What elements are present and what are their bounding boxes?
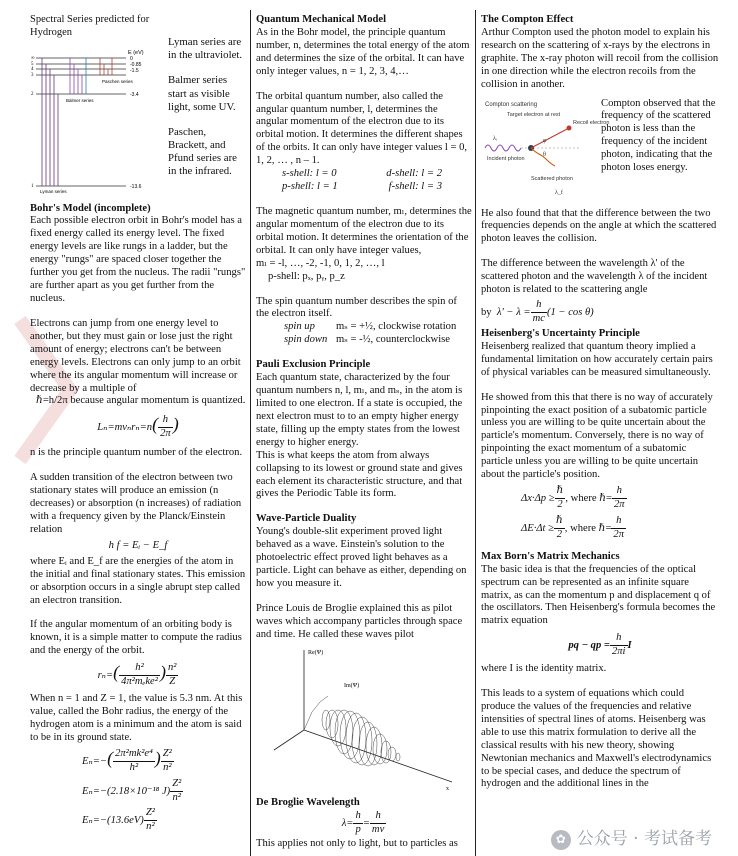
heis-eq1-den: 2 (557, 498, 563, 510)
n-label-2: 2 (31, 91, 34, 97)
heis-eq2-den: 2 (556, 528, 563, 540)
column-1 (30, 14, 246, 836)
energy-equation-2 (30, 778, 246, 805)
pauli-paragraph-1: Each quantum state, characterized by the four quantum numbers n, l, mₗ, and mₛ, in the atom is limited to one electron. If a state is occupied, the next electron must to to an empty higher energy state, filling up the empty states from the lowest energy to higher energy. (256, 372, 463, 448)
wave-particle-paragraph-1: Young's double-slit experiment proved light behaved as a wave. Einstein's solution to the photoelectric effect proved light behaves as a particle. Light can behave as either, depending on how you measure it. (256, 526, 467, 589)
db-eq-n2: h (370, 810, 386, 824)
fig-scattered: Scattered photon (531, 175, 573, 182)
heis-eq1-where: , where ℏ= (565, 492, 612, 504)
angular-momentum-equation: Lₙ=mvₙrₙ=n( $\frac{h}{2\pi}$ ) (97, 414, 179, 440)
spectral-title: Spectral Series predicted for Hydrogen (30, 14, 150, 38)
born-paragraph-2: where I is the identity matrix. (481, 663, 607, 675)
infrared-note: Paschen, Brackett, and Pfund series are in the infrared. (168, 125, 237, 178)
bohr-paragraph-2: Electrons can jump from one energy level to another, but they must gain or lose just the right amount of energy; electrons can't be between energy levels. Electrons can only jump to an orbit where the its angular momentum will increase or decrease by a multiple of (30, 317, 241, 394)
spin-up-row (256, 321, 472, 334)
bohr-paragraph-1: Each possible electron orbit in Bohr's model has a fixed energy called its energy level. The fixed energy levels are like rungs in a ladder, but the energy "rungs" are spaced closer together the further you get from the nucleus. The radii "rungs" are further apart as you get further from the nucleus. (30, 215, 246, 304)
qm-paragraph-2: The orbital quantum number, also called the angular quantum number, l, determines the angular momentum of the electron due to its orbital motion. It determines the different shapes of the orbits. It can only have integer values l = 0, 1, 2, … , n – 1. (256, 90, 468, 167)
db-eq-mid: = (362, 818, 370, 830)
eq-L-left: Lₙ=mvₙrₙ=n (97, 422, 153, 434)
shell-row-2 (256, 181, 472, 194)
eq-L-num: h (158, 414, 173, 428)
uncertainty-equation-1 (481, 485, 719, 512)
balmer-series-label: Balmer series (66, 97, 94, 103)
compton-eq-by: by (481, 306, 492, 318)
qm-heading: Quantum Mechanical Model (256, 14, 387, 25)
lyman-note: Lyman series are in the ultraviolet. (168, 36, 243, 62)
spin-up-value: mₛ = +½, clockwise rotation (336, 321, 457, 333)
fig-theta: θ (543, 151, 546, 158)
eq-E1-den: h² (129, 761, 139, 773)
de-broglie-heading: De Broglie Wavelength (256, 796, 360, 808)
column-2 (256, 14, 472, 851)
n-label-5: 5 (31, 61, 34, 67)
n-label-3: 3 (31, 72, 34, 78)
bohr-paragraph-5: where Eᵢ and E_f are the energies of the atom in the initial and final stationary states. This emission or absorption occurs in a single abrupt step called an electron transition. (30, 555, 246, 606)
heisenberg-paragraph-2: He showed from this that there is no way of accurately pinpointing the exact position of a subatomic particle unless you are willing to be quite uncertain about the particle's momentum. Conversely, there is no way of pinpointing the exact momentum of a subatomic particle unless you are willing to be quite uncertain about the particle's position. (481, 391, 713, 481)
heis-eq1-wd: 2π (614, 498, 625, 510)
level-value-3: -3.4 (130, 91, 139, 98)
eq-E2-left: Eₙ=−(2.18×10⁻¹⁸ J) (82, 785, 171, 797)
level-value-2: -1.5 (130, 67, 139, 74)
spin-down-row (256, 334, 472, 347)
bohr-paragraph-4: A sudden transition of the electron between two stationary states will produce an emission (n decreases) or absorption (n increases) of radiation with a frequency given by the Planck/Einstein relation (30, 472, 242, 535)
de-broglie-equation (256, 810, 472, 837)
planck-einstein-equation: h f = Eᵢ − E_f (108, 539, 168, 551)
fig-recoil: Recoil electron (573, 119, 610, 126)
balmer-note: Balmer series start as visible light, some UV. (168, 74, 236, 113)
level-value-4: -13.6 (130, 183, 142, 190)
wave-particle-paragraph-2: Prince Louis de Broglie explained this as pilot waves which accompany particles through space and time. He called these waves pilot (256, 602, 463, 640)
shell-row-1 (256, 168, 472, 181)
eq-r-num2: n² (166, 662, 178, 676)
level-value-0: 0 (130, 55, 133, 62)
heis-eq1-num: ℏ (555, 485, 566, 499)
fig-x-label: x (446, 785, 449, 792)
eq-E1-den2: n² (163, 761, 172, 773)
compton-paragraph-3: The difference between the wavelength λ' of the scattered photon and the wavelength λ of the incident photon is related to the scattering angle (481, 258, 708, 296)
compton-eq-num: h (531, 299, 547, 313)
uncertainty-equation-2 (481, 515, 719, 542)
p-shell: p-shell: l = 1 (282, 181, 338, 193)
spin-up-label: spin up (284, 321, 315, 333)
eq-E1-num2: Z² (161, 748, 174, 762)
heis-eq2-wd: 2π (613, 528, 625, 540)
born-paragraph-1: The basic idea is that the frequencies of the optical spectrum can be represented as an infinite square matrix, as can the momentum p and displacement q of the oscillators. Then Heisenberg's formula becomes the matrix equation (481, 563, 716, 627)
d-shell: d-shell: l = 2 (386, 168, 442, 180)
compton-eq-left: λ' − λ = (496, 306, 531, 318)
ml-values: mₗ = -l, …, -2, -1, 0, 1, 2, …, l (256, 257, 385, 269)
spin-down-value: mₛ = -½, counterclockwise (336, 334, 450, 346)
energy-axis-label: E (eV) (128, 49, 144, 56)
compton-paragraph-1: Arthur Compton used the photon model to explain his research on the scattering of x-rays by the electrons in graphite. The x-ray photon will recoil from the collision in one direction while the electron recoils from the collision in another. (481, 26, 719, 90)
qm-paragraph-1: As in the Bohr model, the principle quantum number, n, determines the total energy of the atom and determines the size of the orbital. It can have only integer values, n = 1, 2, 3, 4,… (256, 26, 470, 77)
bohr-paragraph-6: If the angular momentum of an orbiting body is known, it is a simple matter to compute the radius and the energy of the orbit. (30, 619, 242, 657)
eq-E3-num: Z² (144, 807, 157, 821)
heis-eq2-wn: h (611, 515, 626, 529)
corner-watermark (551, 829, 712, 850)
heis-eq2-where: , where ℏ= (564, 522, 612, 534)
eq-E1-num: 2π²mk²e⁴ (113, 748, 155, 762)
compton-heading: The Compton Effect (481, 14, 574, 25)
pauli-paragraph-2: This is what keeps the atom from always collapsing to its lowest or ground state and gives each element its characteristic structure, and that gives the Periodic Table its form. (256, 449, 463, 500)
lyman-series-label: Lyman series (40, 188, 67, 194)
compton-side-text: Compton observed that the frequency of the scattered photon is less than the frequency of the incident photon, indicating that the photon loses energy. (601, 97, 716, 174)
eq-E2-den: n² (172, 791, 181, 803)
column-divider-1 (250, 10, 251, 856)
f-shell: f-shell: l = 3 (388, 181, 442, 193)
p-shell-orbitals: p-shell: pₓ, pᵧ, p_z (268, 270, 345, 282)
spin-down-label: spin down (284, 334, 328, 346)
eq-E3-den: n² (146, 820, 155, 832)
heisenberg-heading: Heisenberg's Uncertainty Principle (481, 327, 640, 339)
watermark-logo-icon: ✿ (551, 830, 571, 850)
matrix-equation (481, 632, 719, 659)
n-label-inf: ∞ (31, 55, 35, 61)
eq-r-num: h² (119, 662, 160, 676)
qm-paragraph-4: The spin quantum number describes the spin of the electron itself. (256, 295, 457, 320)
hbar-line: ℏ=h/2π because angular momentum is quantized. (36, 395, 246, 407)
bohr-heading: Bohr's Model (incomplete) (30, 202, 151, 214)
born-eq-den: 2πi (611, 646, 626, 658)
db-eq-left: λ= (341, 818, 354, 830)
born-heading: Max Born's Matrix Mechanics (481, 550, 620, 562)
heis-eq2-left: ΔE·Δt ≥ (521, 522, 554, 534)
bohr-paragraph-7: When n = 1 and Z = 1, the value is 5.3 nm. At this value, called the Bohr radius, the energy of the hydrogen atom is a minimum and the atom is said to be in its ground state. (30, 693, 243, 743)
fig-re-label: Re(Ψ) (308, 649, 324, 656)
eq-r-den2: Z (169, 676, 176, 688)
eq-E1-left: Eₙ=− (82, 755, 108, 767)
energy-level-diagram (30, 42, 164, 194)
column-divider-2 (475, 10, 476, 856)
eq-r-den: 4π²mₑke² (121, 676, 158, 688)
compton-eq-right: (1 − cos θ) (546, 306, 594, 318)
wave-particle-heading: Wave-Particle Duality (256, 513, 357, 525)
eq-E2-num: Z² (170, 778, 183, 792)
heis-eq1-left: Δx·Δp ≥ (521, 492, 555, 504)
n-label-1: 1 (31, 183, 34, 189)
paschen-series-label: Paschen series (102, 78, 133, 84)
db-eq-n1: h (353, 810, 362, 824)
n-label-4: 4 (31, 66, 34, 72)
column-3 (481, 14, 719, 791)
fig-incident: Incident photon (487, 155, 525, 162)
fig-target: Target electron at rest (507, 111, 561, 118)
level-value-1: -0.85 (130, 61, 142, 68)
fig-im-label: Im(Ψ) (344, 682, 360, 689)
compton-eq-den: mc (532, 312, 545, 324)
pauli-heading: Pauli Exclusion Principle (256, 359, 371, 371)
de-broglie-paragraph: This applies not only to light, but to particles as (256, 838, 458, 850)
eq-r-left: rₙ= (97, 670, 114, 682)
fig-lambda-i: λᵢ (493, 135, 497, 142)
fig-title: Compton scattering (485, 101, 538, 108)
born-eq-right: I (627, 640, 632, 652)
watermark-text: 公众号 · 考试备考 (576, 829, 712, 850)
heis-eq2-num: ℏ (554, 515, 565, 529)
eq-E3-left: Eₙ=−(13.6eV) (82, 814, 144, 826)
pilot-wave-figure (256, 642, 472, 792)
born-eq-left: pq − qp = (568, 640, 610, 652)
energy-equation-1: Eₙ=−( $\frac{\text{2π²mk²e⁴}}{\text{h²}}$ ) $\frac{\text{Z²}}{\text{n²}}$ (82, 747, 172, 773)
compton-figure-block (481, 98, 719, 202)
bohr-paragraph-3: n is the principle quantum number of the electron. (30, 447, 243, 459)
born-eq-num: h (610, 632, 628, 646)
fig-phi: φ (543, 137, 547, 144)
born-paragraph-3: This leads to a system of equations which could produce the values of the frequencies and relative intensities of spectral lines of atoms. Heisenberg was able to use this matrix formulation to derive all the classical results with his new theory, showing Newtonian mechanics and Maxwell's electrodynamics to be special cases, and deduce the spectrum of hydrogen and the additional lines in the (481, 688, 712, 790)
compton-equation (481, 299, 719, 326)
db-eq-d2: mv (371, 824, 385, 836)
s-shell: s-shell: l = 0 (282, 168, 337, 180)
radius-equation: rₙ=( $\frac{\text{h²}}{\text{4π²mₑke²}}$ ) $\frac{\text{n²}}{Z}$ (97, 662, 177, 688)
fig-lambda-f: λ_f (555, 189, 563, 196)
compton-scattering-figure (481, 98, 610, 202)
energy-equation-3 (30, 807, 246, 834)
heisenberg-paragraph-1: Heisenberg realized that quantum theory implied a fundamental limitation on how accurately certain pairs of physical variables can be measured simultaneously. (481, 340, 713, 378)
heis-eq1-wn: h (612, 485, 627, 499)
compton-paragraph-2: He also found that that the difference between the two frequencies depends on the angle at which the scattered photon leaves the collision. (481, 207, 717, 245)
eq-L-den: 2π (160, 428, 171, 440)
qm-paragraph-3: The magnetic quantum number, mₗ, determines the angular momentum of the electron due to its orbital motion. It determines the orientation of the orbital. It can only have integer values, (256, 205, 472, 256)
db-eq-d1: p (355, 824, 361, 836)
